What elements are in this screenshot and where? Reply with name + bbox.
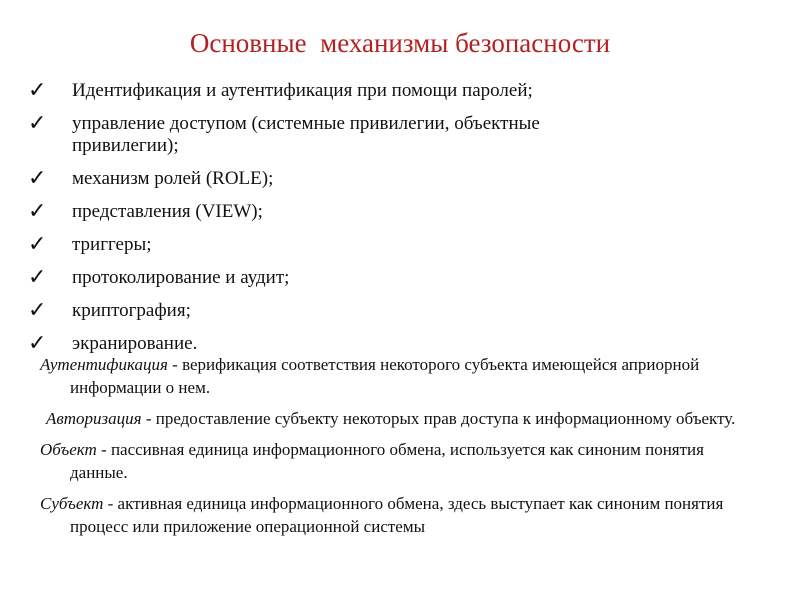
list-item: [28, 300, 768, 322]
definitions-block: [40, 353, 760, 546]
definition-term: Субъект: [40, 494, 104, 513]
list-item-text: механизм ролей (ROLE);: [72, 168, 274, 189]
checkmark-icon: ✓: [28, 111, 47, 136]
checkmark-icon: ✓: [28, 199, 47, 224]
list-item-text: управление доступом (системные привилегии, объектные привилегии);: [72, 113, 540, 156]
list-item-text: триггеры;: [72, 234, 152, 255]
list-item: [28, 201, 768, 223]
list-item-text: Идентификация и аутентификация при помощи паролей;: [72, 80, 533, 101]
list-item-text: представления (VIEW);: [72, 201, 263, 222]
definition-text: - верификация соответствия некоторого субъекта имеющейся априорной информации о нем.: [70, 355, 700, 397]
checkmark-icon: ✓: [28, 232, 47, 257]
definition-authorization: [46, 407, 760, 430]
list-item: [28, 333, 768, 355]
checkmark-icon: ✓: [28, 166, 47, 191]
definition-text: - пассивная единица информационного обмена, используется как синоним понятия данные.: [70, 440, 704, 482]
definition-term: Аутентификация: [40, 355, 168, 374]
definition-authentication: [40, 353, 760, 399]
slide-title: Основные механизмы безопасности: [189, 28, 611, 58]
list-item: [28, 80, 768, 102]
definition-text: - активная единица информационного обмена, здесь выступает как синоним понятия процесс или приложение операционной системы: [70, 494, 724, 536]
definition-term: Авторизация: [46, 409, 142, 428]
checkmark-icon: ✓: [28, 265, 47, 290]
definition-object: [40, 438, 760, 484]
list-item-text: экранирование.: [72, 333, 198, 354]
definition-text: - предоставление субъекту некоторых прав доступа к информационному объекту.: [141, 409, 736, 428]
list-item-text: криптография;: [72, 300, 191, 321]
list-item: [28, 234, 768, 256]
list-item: [28, 113, 768, 157]
security-mechanisms-list: [28, 80, 768, 366]
list-item-text: протоколирование и аудит;: [72, 267, 290, 288]
list-item: [28, 168, 768, 190]
checkmark-icon: ✓: [28, 78, 47, 103]
checkmark-icon: ✓: [28, 331, 47, 356]
checkmark-icon: ✓: [28, 298, 47, 323]
definition-subject: [40, 492, 760, 538]
list-item: [28, 267, 768, 289]
definition-term: Объект: [40, 440, 97, 459]
